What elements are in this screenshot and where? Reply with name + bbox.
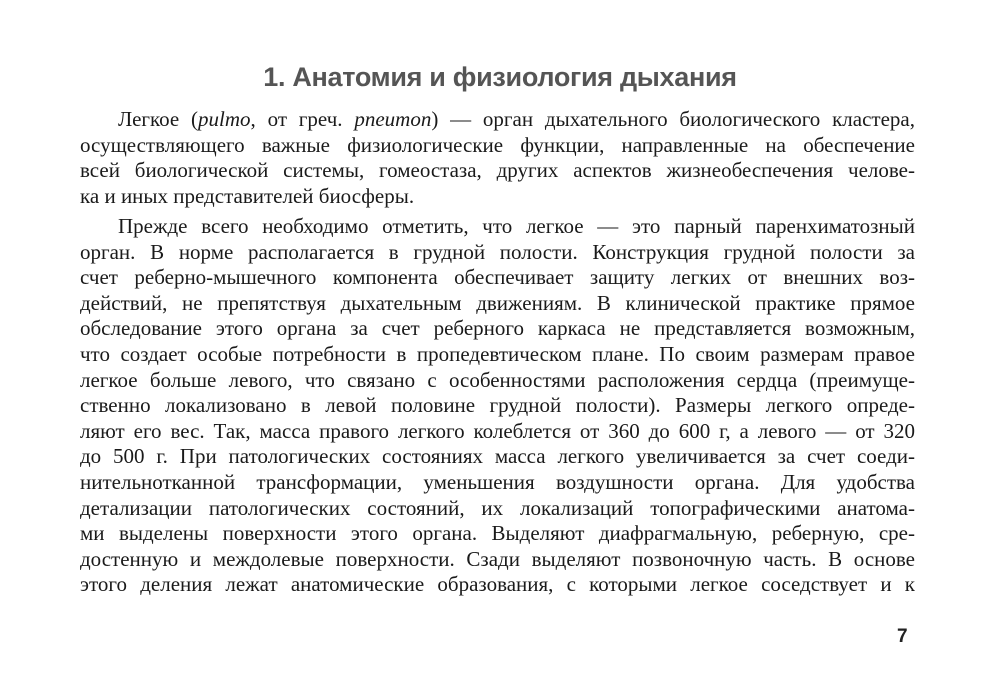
text-line: ственно локализовано в левой половине грудной полости). Размеры легкого опреде-: [80, 393, 915, 418]
text-line: что создает особые потребности в пропедевтическом плане. По своим размерам правое: [80, 341, 915, 366]
text-line: детализации патологических состояний, их локализаций топографическими анатома-: [80, 495, 915, 520]
text-line: осуществляющего важные физиологические функции, направленные на обеспечение: [80, 132, 915, 157]
text-line: всей биологической системы, гомеостаза, других аспектов жизнеобеспечения челове-: [80, 158, 915, 183]
section-title: 1. Анатомия и физиология дыхания: [263, 62, 737, 92]
text-line: легкое больше левого, что связано с особенностями расположения сердца (преимуще-: [80, 367, 915, 392]
text-line: этого деления лежат анатомические образования, с которыми легкое соседствует и к: [80, 572, 915, 597]
text-line: орган. В норме располагается в грудной полости. Конструкция грудной полости за: [80, 239, 915, 264]
text-line: до 500 г. При патологических состояниях масса легкого увеличивается за счет соеди-: [80, 444, 915, 469]
text-line: ка и иных представителей биосферы.: [80, 183, 415, 208]
text-line: нительнотканной трансформации, уменьшения воздушности органа. Для удобства: [80, 469, 915, 494]
text-line: достенную и междолевые поверхности. Сзади выделяют позвоночную часть. В основе: [80, 546, 915, 571]
text-line: ми выделены поверхности этого органа. Выделяют диафрагмальную, реберную, сре-: [80, 521, 915, 546]
text-line: счет реберно-мышечного компонента обеспечивает защиту легких от внешних воз-: [80, 265, 915, 290]
text-line: ляют его вес. Так, масса правого легкого колеблется от 360 до 600 г, а левого — от 320: [80, 418, 915, 443]
paragraph-2: [80, 214, 915, 598]
page-number: 7: [897, 626, 908, 647]
paragraph-1: [80, 107, 915, 209]
text-line: обследование этого органа за счет реберного каркаса не представляется возможным,: [80, 316, 915, 341]
text-line: действий, не препятствуя дыхательным движениям. В клинической практике прямое: [80, 290, 915, 315]
text-line: Прежде всего необходимо отметить, что легкое — это парный паренхиматозный: [118, 214, 915, 238]
text-line: Легкое (pulmo, от греч. pneumon) — орган дыхательного биологического кластера,: [118, 107, 915, 131]
